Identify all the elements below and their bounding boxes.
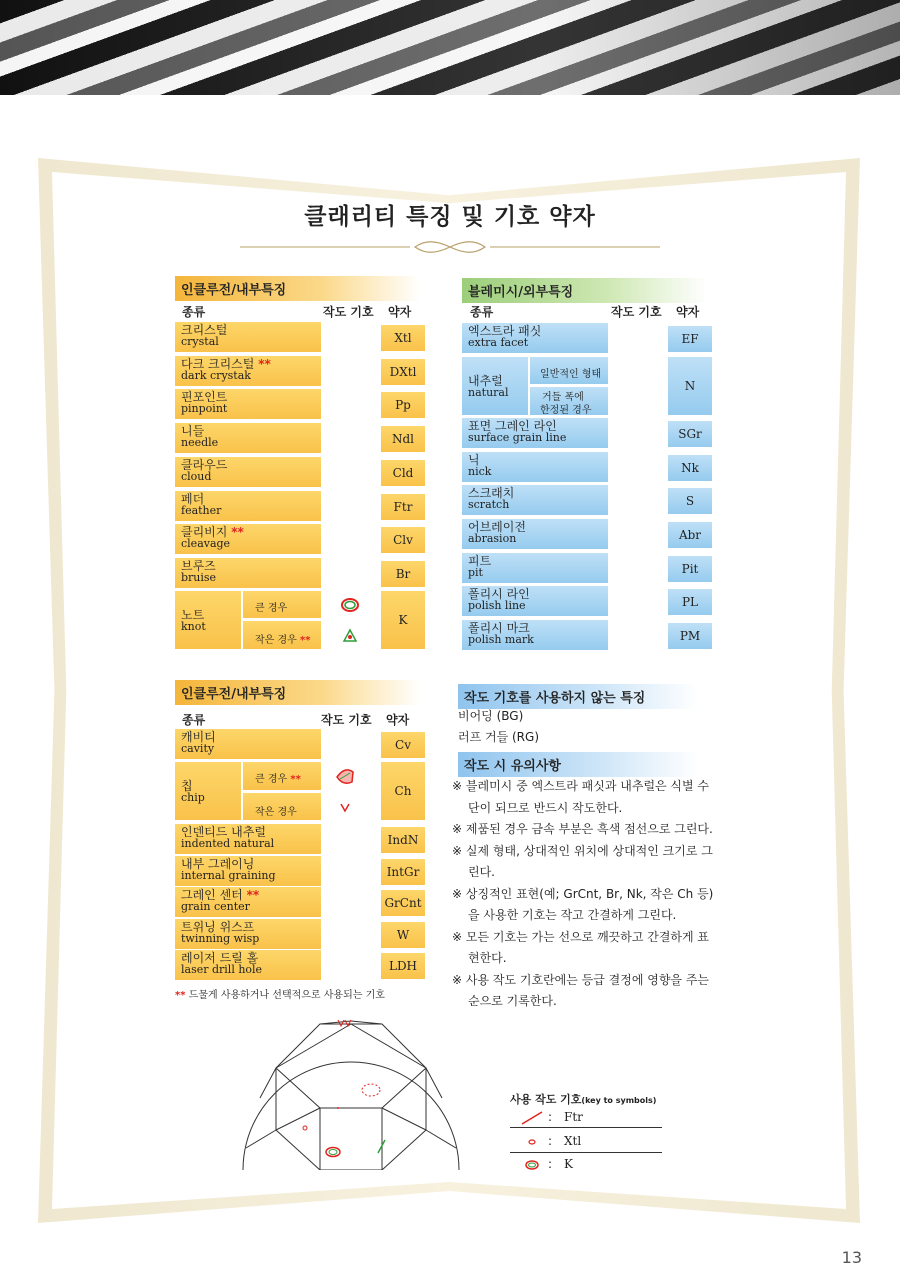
caution-line: ※ 실제 형태, 상대적인 위치에 상대적인 크기로 그 <box>452 843 713 858</box>
inclusions2-section-title: 인클루전/내부특징 <box>175 680 420 705</box>
blemish-symbol-icon <box>614 454 654 480</box>
blemish-row <box>462 519 717 549</box>
inclusion-abbr: Ftr <box>381 494 425 520</box>
chip-small-label: 작은 경우 <box>255 807 297 818</box>
knot-small-label: 작은 경우 ** <box>255 635 311 646</box>
blemishes-header-kind: 종류 <box>470 305 494 319</box>
inclusion-row <box>175 491 430 521</box>
blemish-row <box>462 620 717 650</box>
inclusion-symbol-icon <box>330 324 370 350</box>
inclusion2-symbol-icon <box>325 921 365 947</box>
blemish-row <box>462 485 717 515</box>
inclusion-symbol-icon <box>330 391 370 417</box>
inclusion-symbol-icon <box>330 493 370 519</box>
blemish-symbol-icon <box>614 521 654 547</box>
inclusion-abbr: Xtl <box>381 325 425 351</box>
inclusion2-abbr: IndN <box>381 827 425 853</box>
natural-sub-girdle-b: 한정된 경우 <box>540 404 592 416</box>
inclusions2-header-kind: 종류 <box>182 713 206 727</box>
knot-name: 노트 knot <box>175 591 241 649</box>
inclusion2-abbr: LDH <box>381 953 425 979</box>
blemish-row <box>462 553 717 583</box>
blemishes-name: 피트 pit <box>462 553 608 583</box>
inclusion2-symbol-icon <box>325 952 365 978</box>
inclusion-abbr: Br <box>381 561 425 587</box>
inclusion-row <box>175 322 430 352</box>
caution-line: ※ 블레미시 중 엑스트라 패싯과 내추럴은 식별 수 <box>452 779 710 793</box>
inclusions2-name: 그레인 센터 ** grain center <box>175 887 321 917</box>
blemish-symbol-icon <box>614 325 654 351</box>
inclusion2-row <box>175 729 430 759</box>
blemishes-name: 스크래치 scratch <box>462 485 608 515</box>
blemishes-header-abbr: 약자 <box>676 305 700 319</box>
blemish-row <box>462 357 717 415</box>
inclusion-symbol-icon <box>330 459 370 485</box>
inclusion2-row <box>175 950 430 980</box>
knot-large-symbol-icon <box>330 592 370 618</box>
inclusions2-name: 내부 그레이닝 internal graining <box>175 856 321 886</box>
inclusions2-name: 캐비티 cavity <box>175 729 321 759</box>
chip-large-label: 큰 경우 ** <box>255 774 301 785</box>
page-title: 클래리티 특징 및 기호 약자 <box>304 204 596 230</box>
caution-line: 린다. <box>468 865 495 879</box>
blemishes-section-title: 블레미시/외부특징 <box>462 278 707 303</box>
blemish-abbr: N <box>668 357 712 415</box>
knot-small-symbol-icon <box>330 623 370 649</box>
caution-line: 현한다. <box>468 951 507 965</box>
blemish-row <box>462 323 717 353</box>
caution-line: ※ 모든 기호는 가는 선으로 깨끗하고 간결하게 표 <box>452 929 710 944</box>
blemishes-name: 닉 nick <box>462 452 608 482</box>
inclusion-abbr: Ndl <box>381 426 425 452</box>
key-row-xtl: : Xtl <box>510 1131 662 1153</box>
inclusion-symbol-icon <box>330 560 370 586</box>
inclusion-symbol-icon <box>330 358 370 384</box>
inclusions-header-symbol: 작도 기호 <box>323 305 374 319</box>
chip-row <box>175 762 430 820</box>
inclusion-row <box>175 457 430 487</box>
inclusions-name: 클라우드 cloud <box>175 457 321 487</box>
chip-large-symbol-icon <box>325 764 365 790</box>
feather-symbol-icon <box>518 1110 548 1126</box>
blemish-row <box>462 586 717 616</box>
chip-small-symbol-icon <box>325 795 365 821</box>
inclusions-name: 클리비지 ** cleavage <box>175 524 321 554</box>
inclusion2-row <box>175 887 430 917</box>
header-photo-band <box>0 0 900 95</box>
caution-line: ※ 상징적인 표현(예; GrCnt, Br, Nk, 작은 Ch 등) <box>452 886 714 901</box>
blemish-name: 내추럴 natural <box>462 357 528 415</box>
diamond-plot-diagram <box>240 1018 462 1173</box>
blemish-abbr: PM <box>668 623 712 649</box>
key-row-ftr: : Ftr <box>510 1108 662 1128</box>
inclusion-abbr: Cld <box>381 460 425 486</box>
blemish-symbol-icon <box>614 588 654 614</box>
blemishes-name: 표면 그레인 라인 surface grain line <box>462 418 608 448</box>
inclusion2-abbr: IntGr <box>381 859 425 885</box>
blemish-abbr: Nk <box>668 455 712 481</box>
knot-large-label: 큰 경우 <box>255 603 288 614</box>
inclusion-row <box>175 524 430 554</box>
inclusions-name: 브루즈 bruise <box>175 558 321 588</box>
inclusion-row <box>175 356 430 386</box>
inclusion2-symbol-icon <box>325 889 365 915</box>
caution-line: ※ 제품된 경우 금속 부분은 흑색 점선으로 그린다. <box>452 822 713 836</box>
key-row-k: : K <box>510 1155 662 1175</box>
nosymbol-item-bg: 비어딩 (BG) <box>458 709 524 723</box>
inclusions-name: 크리스털 crystal <box>175 322 321 352</box>
inclusions2-header-abbr: 약자 <box>386 713 410 727</box>
caution-line: 단이 되므로 반드시 작도한다. <box>468 800 623 815</box>
blemish-row <box>462 418 717 448</box>
knot-row <box>175 591 430 649</box>
inclusions-name: 페더 feather <box>175 491 321 521</box>
blemish-abbr: Pit <box>668 556 712 582</box>
inclusion-row <box>175 558 430 588</box>
blemishes-name: 폴리시 마크 polish mark <box>462 620 608 650</box>
inclusion2-row <box>175 919 430 949</box>
natural-sub-girdle-a: 거들 폭에 <box>542 391 584 403</box>
inclusions2-name: 레이저 드릴 홀 laser drill hole <box>175 950 321 980</box>
blemish-abbr: Abr <box>668 522 712 548</box>
inclusions2-header-symbol: 작도 기호 <box>321 713 372 727</box>
inclusion2-abbr: GrCnt <box>381 890 425 916</box>
caution-line: ※ 사용 작도 기호란에는 등급 결정에 영향을 주는 <box>452 972 710 987</box>
inclusion2-abbr: Cv <box>381 732 425 758</box>
chip-abbr: Ch <box>381 762 425 820</box>
blemish-symbol-icon <box>614 420 654 446</box>
blemish-row <box>462 452 717 482</box>
inclusions-name: 다크 크리스털 ** dark crystak <box>175 356 321 386</box>
blemish-symbol-icon <box>614 555 654 581</box>
natural-symbol-icon <box>612 357 652 383</box>
cautions-section-title: 작도 시 유의사항 <box>458 752 698 777</box>
inclusion2-abbr: W <box>381 922 425 948</box>
inclusion-symbol-icon <box>330 425 370 451</box>
inclusion-abbr: Clv <box>381 527 425 553</box>
inclusion-row <box>175 389 430 419</box>
inclusions-header-abbr: 약자 <box>388 305 412 319</box>
key-title: 사용 작도 기호(key to symbols) <box>510 1093 657 1106</box>
natural-girdle-symbol-icon <box>612 385 652 415</box>
inclusion-row <box>175 423 430 453</box>
knot-symbol-icon <box>518 1157 548 1173</box>
inclusion-abbr: DXtl <box>381 359 425 385</box>
nosymbol-item-rg: 러프 거들 (RG) <box>458 730 539 744</box>
inclusions-name: 니들 needle <box>175 423 321 453</box>
inclusions2-name: 인덴티드 내추럴 indented natural <box>175 824 321 854</box>
blemish-symbol-icon <box>614 487 654 513</box>
inclusions-section-title: 인클루전/내부특징 <box>175 276 420 301</box>
inclusions2-name: 트위닝 위스프 twinning wisp <box>175 919 321 949</box>
footnote: ** 드물게 사용하거나 선택적으로 사용되는 기호 <box>175 990 385 1001</box>
nosymbol-section-title: 작도 기호를 사용하지 않는 특징 <box>458 684 698 709</box>
inclusions-name: 핀포인트 pinpoint <box>175 389 321 419</box>
inclusion2-row <box>175 824 430 854</box>
inclusion2-symbol-icon <box>325 858 365 884</box>
inclusion-symbol-icon <box>330 526 370 552</box>
inclusion2-row <box>175 856 430 886</box>
inclusion2-symbol-icon <box>325 731 365 757</box>
blemish-abbr: SGr <box>668 421 712 447</box>
natural-sub-general: 일반적인 형태 <box>540 368 602 380</box>
caution-line: 을 사용한 기호는 작고 간결하게 그린다. <box>468 908 677 922</box>
blemishes-name: 엑스트라 패싯 extra facet <box>462 323 608 353</box>
inclusions-header-kind: 종류 <box>182 305 206 319</box>
blemish-symbol-icon <box>614 622 654 648</box>
inclusion-abbr: Pp <box>381 392 425 418</box>
page-number: 13 <box>841 1248 862 1267</box>
crystal-symbol-icon <box>518 1134 548 1150</box>
chip-name: 칩 chip <box>175 762 241 820</box>
caution-line: 순으로 기록한다. <box>468 994 557 1008</box>
blemishes-name: 어브레이전 abrasion <box>462 519 608 549</box>
title-ornament-icon <box>240 240 660 254</box>
inclusion2-symbol-icon <box>325 826 365 852</box>
blemish-abbr: PL <box>668 589 712 615</box>
blemish-abbr: S <box>668 488 712 514</box>
blemish-abbr: EF <box>668 326 712 352</box>
blemishes-name: 폴리시 라인 polish line <box>462 586 608 616</box>
knot-abbr: K <box>381 591 425 649</box>
blemishes-header-symbol: 작도 기호 <box>611 305 662 319</box>
